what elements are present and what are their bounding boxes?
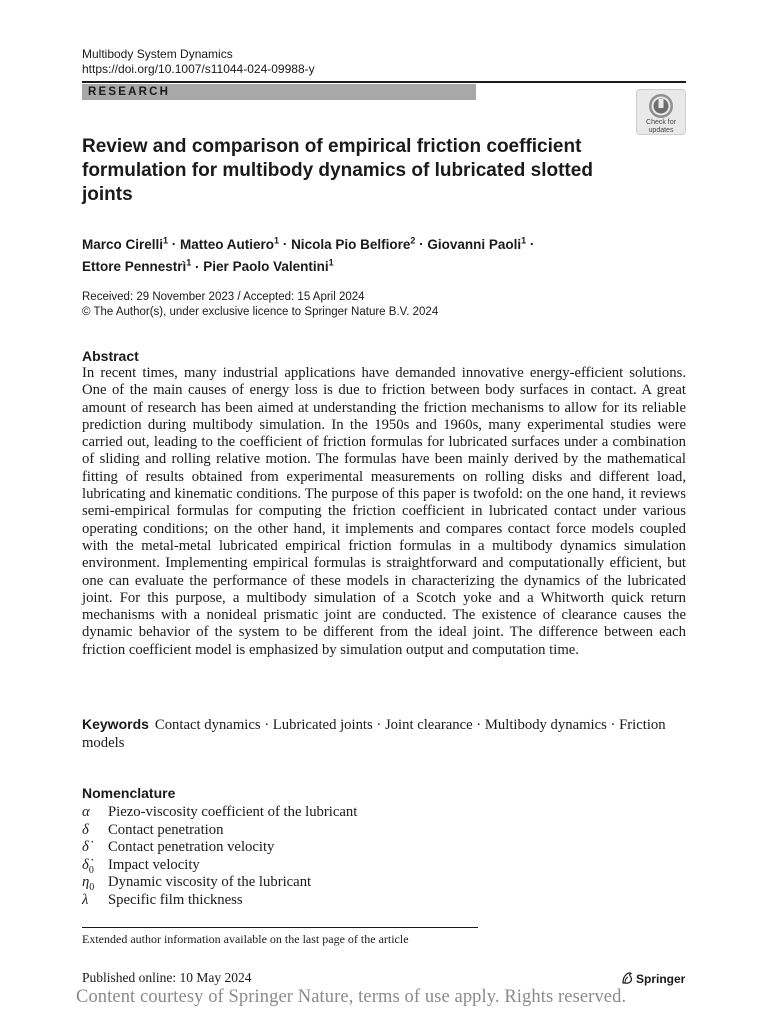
nomenclature-item (82, 822, 582, 840)
doi-link[interactable]: https://doi.org/10.1007/s11044-024-09988-y (82, 62, 315, 76)
nomenclature-item (82, 857, 582, 875)
section-label: RESEARCH (82, 84, 476, 100)
nomenclature-symbol: $\deltȧ_0$ (82, 856, 94, 876)
badge-line2: updates (648, 126, 674, 134)
header-rule (82, 81, 686, 83)
author-list: Marco Cirelli$^1$ · Matteo Autiero$^1$ · Nicola Pio Belfiore$^2$ · Giovanni Paoli$^1$ · Ettore Pennestrì$^1$ · Pier Paolo Valentini$^1$ (82, 235, 535, 274)
received-accepted: Received: 29 November 2023 / Accepted: 15 April 2024 (82, 291, 365, 303)
author[interactable]: Matteo Autiero$^1$ (180, 235, 280, 252)
nomenclature-description: Specific film thickness (108, 891, 243, 908)
nomenclature-description: Dynamic viscosity of the lubricant (108, 874, 312, 890)
nomenclature-item (82, 874, 582, 892)
footnote-rule (82, 927, 478, 928)
extended-author-info: Extended author information available on the last page of the article (82, 932, 409, 946)
author[interactable]: Nicola Pio Belfiore$^2$ (291, 235, 416, 252)
copyright-notice: © The Author(s), under exclusive licence to Springer Nature B.V. 2024 (82, 306, 439, 318)
nomenclature-description: Piezo-viscosity coefficient of the lubricant (108, 804, 358, 820)
nomenclature-description: Impact velocity (108, 856, 200, 873)
article-title: Review and comparison of empirical friction coefficient formulation for multibody dynamics of lubricated slotted joints (82, 136, 593, 205)
badge-line1: Check for (646, 119, 676, 126)
check-updates-icon (648, 93, 674, 119)
abstract-heading: Abstract (82, 348, 139, 364)
courtesy-watermark: Content courtesy of Springer Nature, terms of use apply. Rights reserved. (76, 987, 627, 1007)
nomenclature-symbol: δ (82, 821, 89, 838)
article-dates (82, 290, 438, 320)
published-date: Published online: 10 May 2024 (82, 970, 252, 985)
nomenclature-item (82, 892, 582, 910)
author[interactable]: Pier Paolo Valentini$^1$ (203, 257, 334, 274)
nomenclature-description: Contact penetration velocity (108, 839, 275, 855)
keywords-label: Keywords (82, 716, 149, 732)
nomenclature-symbol: δ̇ (82, 839, 89, 855)
nomenclature-symbol: $\eta_0$ (82, 874, 95, 893)
nomenclature-description: Contact penetration (108, 821, 224, 838)
check-for-updates-badge[interactable] (636, 89, 686, 135)
author[interactable]: Giovanni Paoli$^1$ (427, 235, 527, 252)
keywords (82, 715, 686, 752)
journal-header (82, 47, 315, 77)
springer-horse-icon (620, 971, 634, 985)
nomenclature-symbol: α (82, 804, 90, 820)
nomenclature-list (82, 804, 582, 909)
nomenclature-symbol: λ (82, 891, 89, 908)
publisher-name: Springer (636, 972, 686, 986)
nomenclature-item (82, 804, 582, 822)
nomenclature-item (82, 839, 582, 857)
nomenclature-heading: Nomenclature (82, 785, 176, 801)
author[interactable]: Marco Cirelli$^1$ (82, 235, 169, 252)
keywords-text: Contact dynamics · Lubricated joints · Joint clearance · Multibody dynamics · Friction models (82, 717, 666, 751)
author[interactable]: Ettore Pennestrì$^1$ (82, 257, 192, 274)
abstract-text: In recent times, many industrial applications have demanded innovative energy-efficient solutions. One of the main causes of energy loss is due to friction between body surfaces in contact. A great amount of research has been aimed at understanding the friction mechanisms to allow for its reliable prediction during multibody simulation. In the 1950s and 1960s, many experimental studies were carried out, leading to the coefficient of friction formulas for lubricated surfaces under a combination of sliding and rolling relative motion. The formulas have been mainly derived by the mathematical fitting of results obtained from experimental measurements on rolling disks and different load, lubricating and kinematic conditions. The purpose of this paper is twofold: on the one hand, it reviews semi-empirical formulas for computing the friction coefficient in lubricated contact under various operating conditions; on the other hand, it implements and compares contact force models coupled with the metal-metal lubricated empirical friction formulas in a multibody dynamics simulation environment. Implementing empirical formulas is straightforward and computationally efficient, but one can evaluate the performance of these models in characterizing the dynamics of the lubricated joint. For this purpose, a multibody simulation of a Scotch yoke and a Whitworth quick return mechanisms with a nonideal prismatic joint are conducted. The existence of clearance causes the dynamic behavior of the system to be different from the ideal joint. The difference between each friction coefficient model is emphasized by simulation output and computation time. (82, 365, 686, 658)
journal-name: Multibody System Dynamics (82, 47, 233, 61)
springer-logo (620, 971, 685, 986)
